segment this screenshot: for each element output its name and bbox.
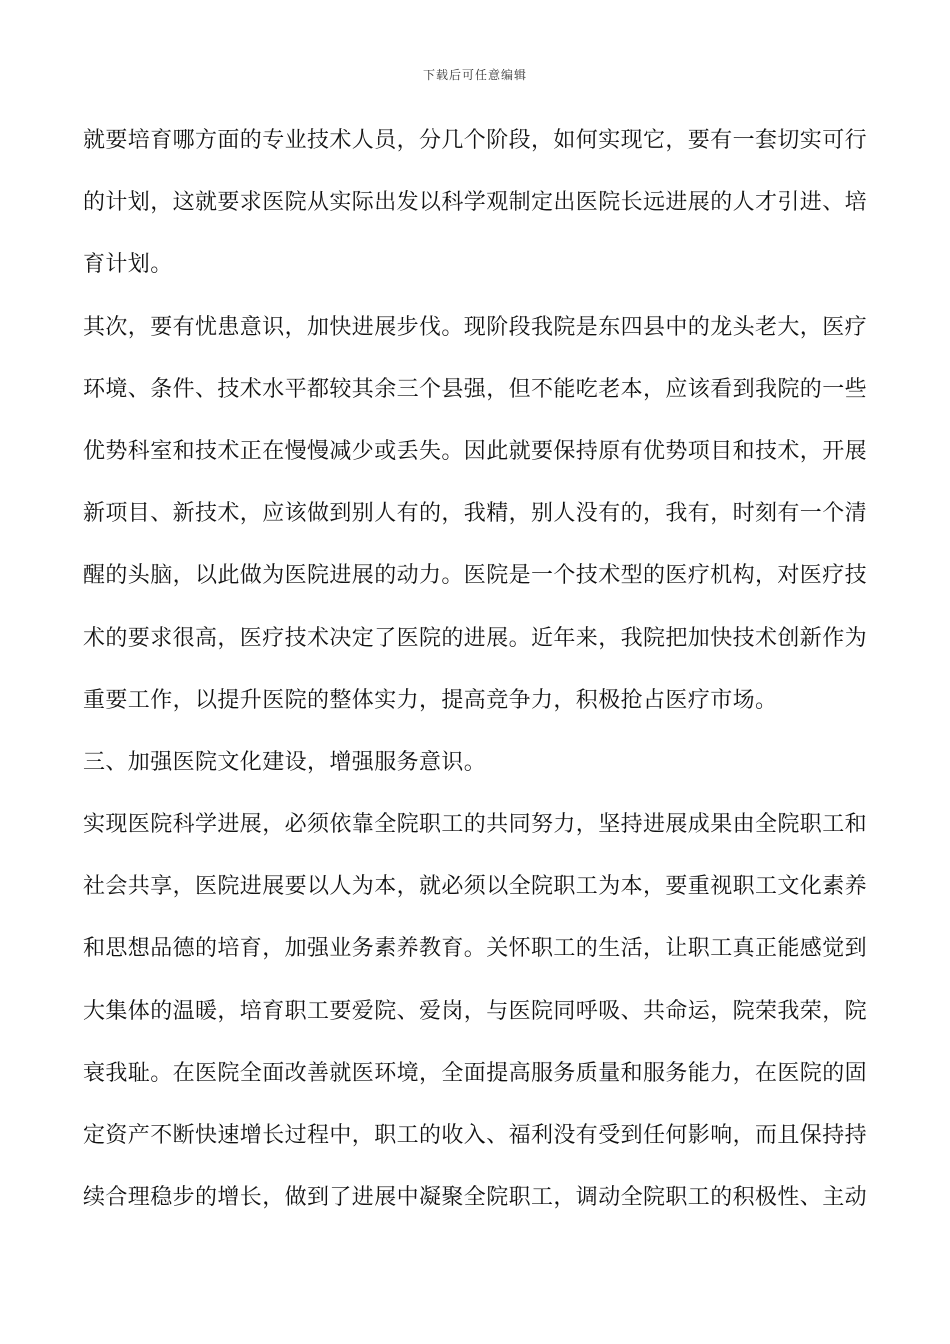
text-line: 环境、条件、技术水平都较其余三个县强，但不能吃老本，应该看到我院的一些 xyxy=(83,376,868,402)
text-line: 续合理稳步的增长，做到了进展中凝聚全院职工，调动全院职工的积极性、主动 xyxy=(83,1185,868,1211)
text-line: 重要工作，以提升医院的整体实力，提高竞争力，积极抢占医疗市场。 xyxy=(83,687,778,713)
text-line: 育计划。 xyxy=(83,252,173,278)
text-line: 醒的头脑，以此做为医院进展的动力。医院是一个技术型的医疗机构，对医疗技 xyxy=(83,563,868,589)
text-line: 和思想品德的培育，加强业务素养教育。关怀职工的生活，让职工真正能感觉到 xyxy=(83,936,868,962)
text-line: 定资产不断快速增长过程中，职工的收入、福利没有受到任何影响，而且保持持 xyxy=(83,1123,868,1148)
text-line: 优势科室和技术正在慢慢减少或丢失。因此就要保持原有优势项目和技术，开展 xyxy=(83,438,868,464)
text-line: 衰我耻。在医院全面改善就医环境，全面提高服务质量和服务能力，在医院的固 xyxy=(83,1060,868,1086)
text-line: 其次，要有忧患意识，加快进展步伐。现阶段我院是东四县中的龙头老大，医疗 xyxy=(83,314,868,340)
section-heading: 三、加强医院文化建设，增强服务意识。 xyxy=(83,749,487,775)
text-line: 实现医院科学进展，必须依靠全院职工的共同努力，坚持进展成果由全院职工和 xyxy=(83,812,868,838)
header-note: 下载后可任意编辑 xyxy=(422,68,527,82)
text-line: 大集体的温暖，培育职工要爱院、爱岗，与医院同呼吸、共命运，院荣我荣，院 xyxy=(83,998,868,1024)
document-body xyxy=(83,110,873,1229)
text-line: 新项目、新技术，应该做到别人有的，我精，别人没有的，我有，时刻有一个清 xyxy=(83,501,868,527)
text-line: 就要培育哪方面的专业技术人员，分几个阶段，如何实现它，要有一套切实可行 xyxy=(83,128,868,153)
text-line: 的计划，这就要求医院从实际出发以科学观制定出医院长远进展的人才引进、培 xyxy=(83,190,868,216)
text-line: 社会共享，医院进展要以人为本，就必须以全院职工为本，要重视职工文化素养 xyxy=(83,874,868,900)
text-line: 术的要求很高，医疗技术决定了医院的进展。近年来，我院把加快技术创新作为 xyxy=(83,625,868,651)
